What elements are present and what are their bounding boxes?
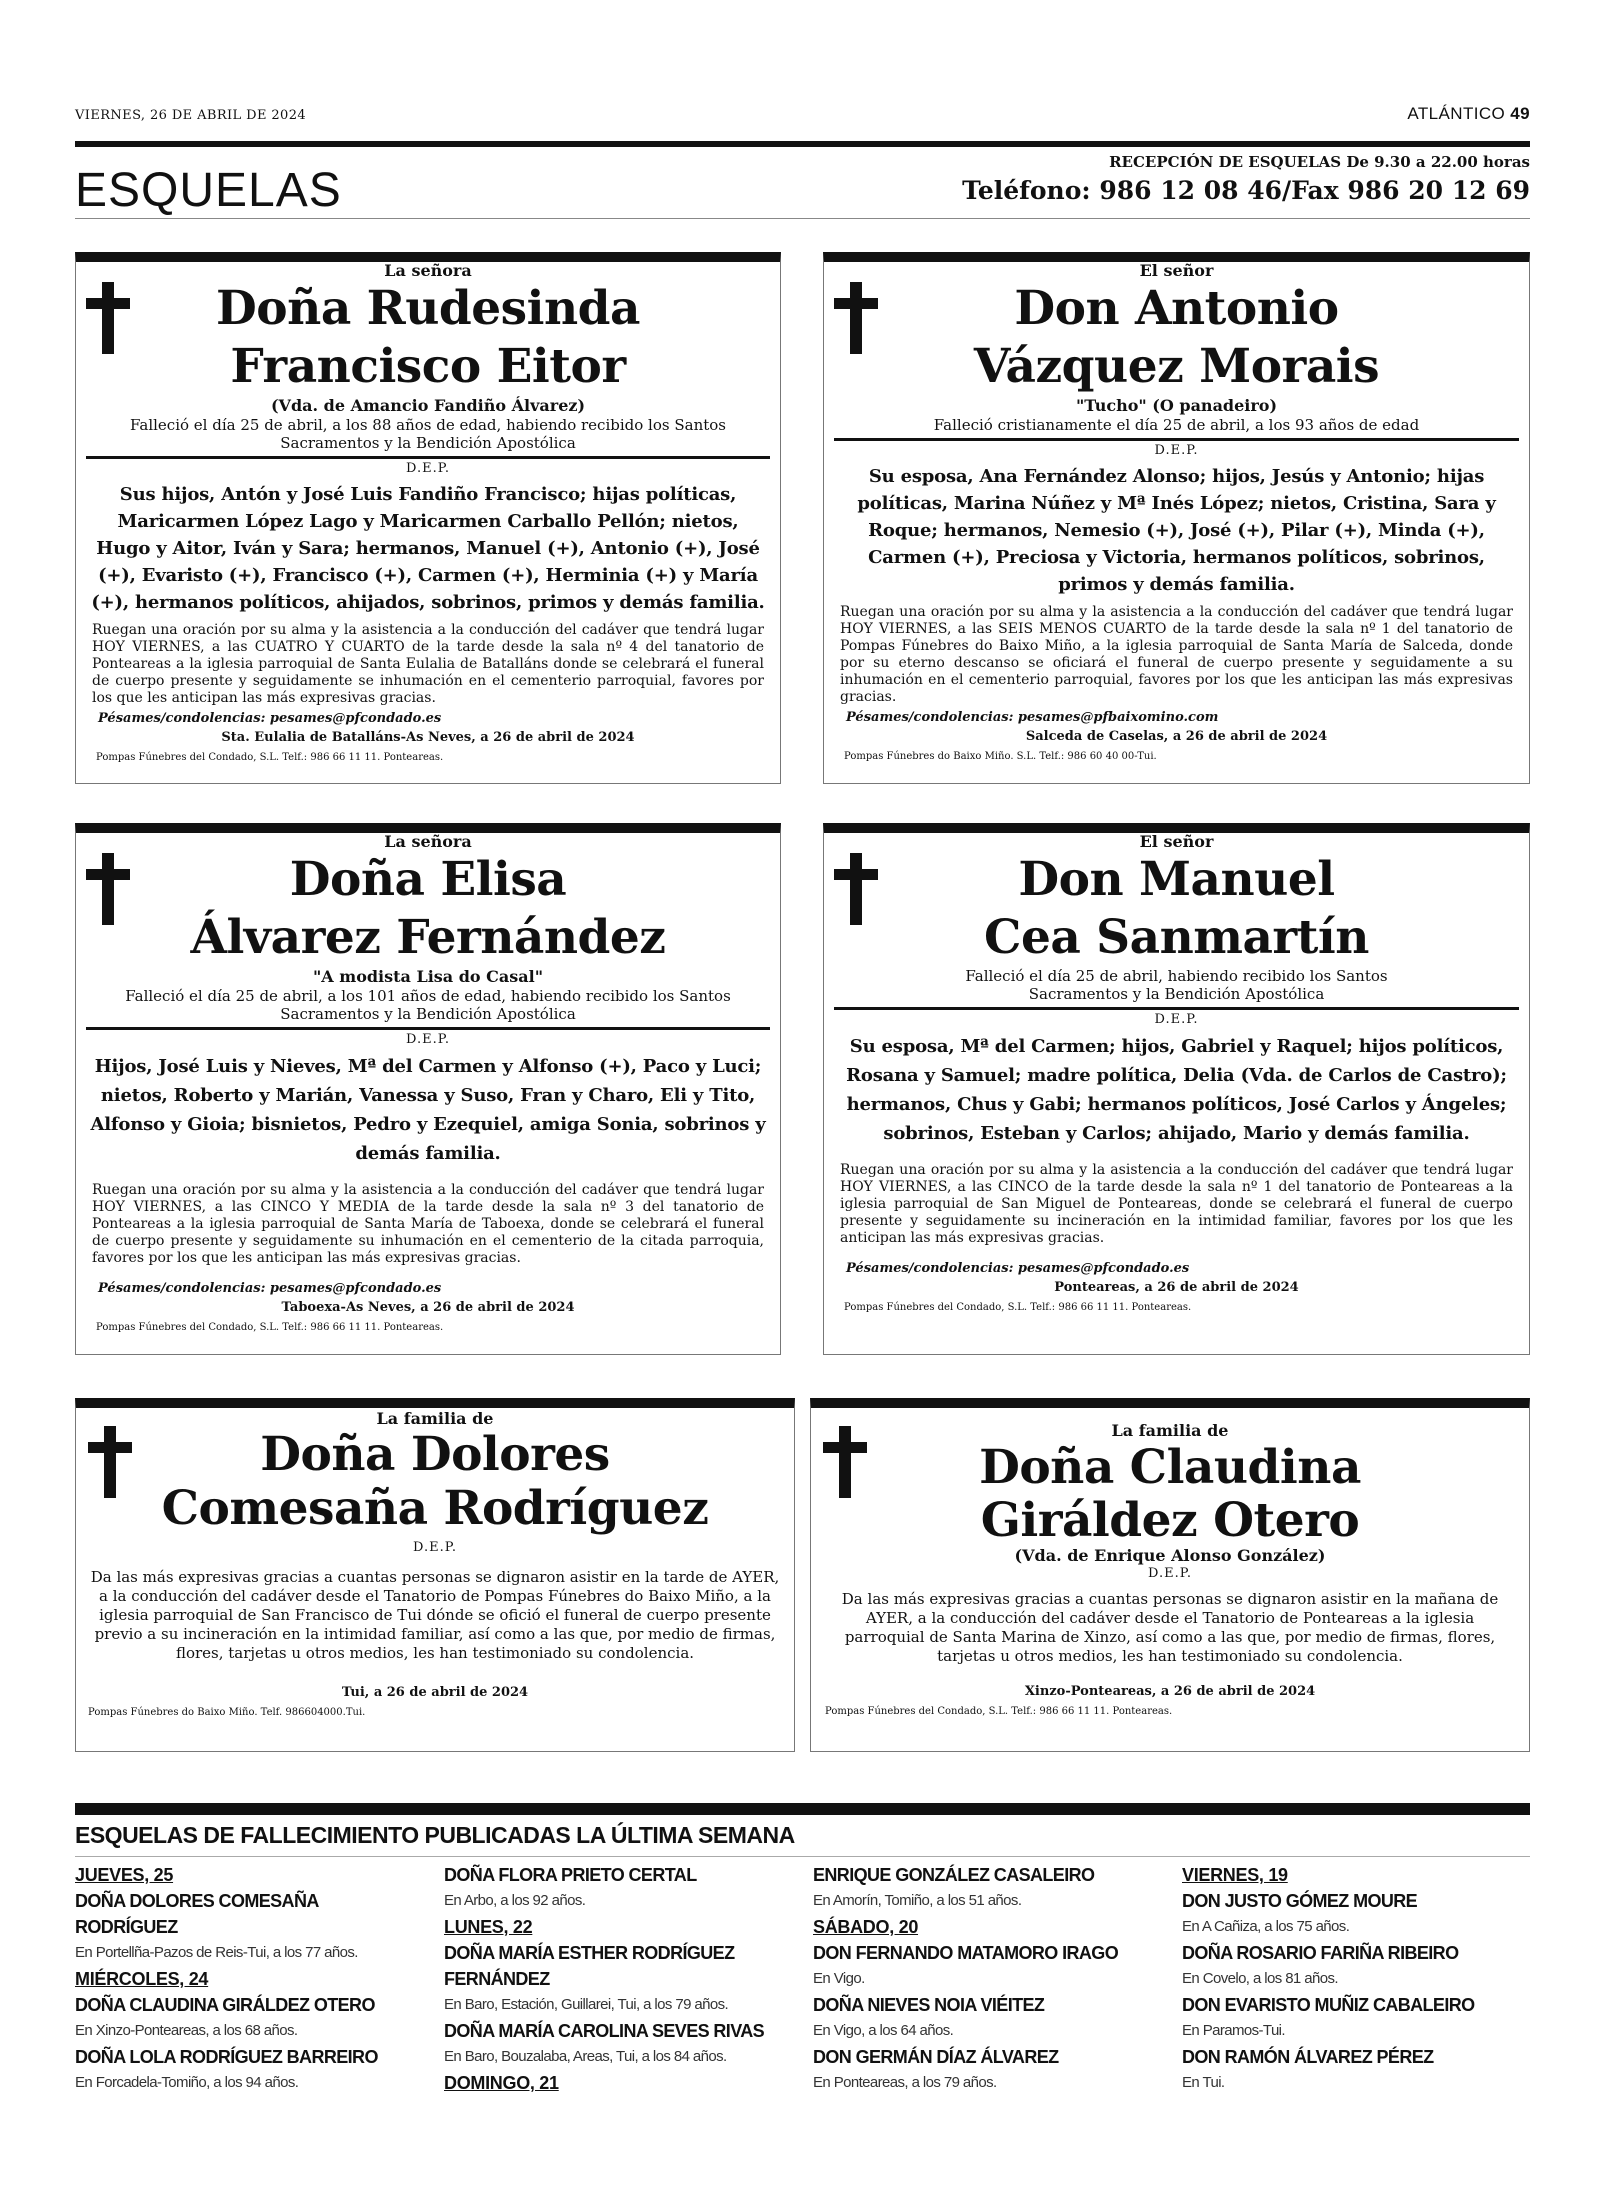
weekly-name: DOÑA LOLA RODRÍGUEZ BARREIRO [75, 2047, 378, 2067]
weekly-place: En A Cañiza, a los 75 años. [1182, 1918, 1350, 1935]
weekly-place: En Baro, Bouzalaba, Areas, Tui, a los 84 años. [444, 2048, 727, 2065]
weekly-divider [75, 1856, 1530, 1857]
obituary-name-first: Doña Elisa [289, 852, 567, 907]
obituary-prayer: Ruegan una oración por su alma y la asistencia a la conducción del cadáver que tendrá lugar HOY VIERNES, a las SEIS MENOS CUARTO de la tarde desde la sala nº 1 del tanatorio de Pompas Fúnebres do Baixo Miño, a la iglesia parroquial de Santa María de Salceda, donde por su eterno descanso se oficiará el funeral de cuerpo presente y seguidamente a su inhumación en el cementerio parroquial, favores por los que les anticipan las más expresivas gracias. [840, 604, 1513, 705]
obituary-box [823, 252, 1530, 784]
weekly-date: LUNES, 22 [444, 1917, 533, 1937]
weekly-name: DON GERMÁN DÍAZ ÁLVAREZ [813, 2047, 1059, 2067]
weekly-place: En Covelo, a los 81 años. [1182, 1970, 1338, 1987]
paper-name: ATLÁNTICO [1407, 104, 1506, 123]
obituary-name-last: Álvarez Fernández [190, 910, 666, 965]
obituary-dep: D.E.P. [413, 1540, 457, 1555]
obituary-label: El señor [1139, 832, 1214, 851]
reception-hours: RECEPCIÓN DE ESQUELAS De 9.30 a 22.00 horas [1109, 153, 1530, 171]
funeral-home: Pompas Fúnebres do Baixo Miño. Telf. 986604000.Tui. [88, 1707, 366, 1718]
weekly-name: DON FERNANDO MATAMORO IRAGO [813, 1943, 1119, 1963]
obituary-place-date: Taboexa-As Neves, a 26 de abril de 2024 [281, 1300, 575, 1315]
obituary-place-date: Tui, a 26 de abril de 2024 [341, 1685, 529, 1700]
obituary-family: Su esposa, Mª del Carmen; hijos, Gabriel y Raquel; hijos políticos, Rosana y Samuel; madre política, Delia (Vda. de Carlos de Castro); hermanos, Chus y Gabi; hermanos políticos, José Carlos y Ángeles; sobrinos, Esteban y Carlos; ahijado, Mario y demás familia. [846, 1036, 1507, 1144]
weekly-name: DON JUSTO GÓMEZ MOURE [1182, 1891, 1418, 1911]
header-rule [75, 141, 1530, 147]
obituary-name-last: Vázquez Morais [973, 339, 1380, 394]
weekly-place: En Tui. [1182, 2074, 1225, 2091]
obituary-place-date: Salceda de Caselas, a 26 de abril de 2024 [1025, 729, 1328, 744]
obituary-prayer: Da las más expresivas gracias a cuantas personas se dignaron asistir en la tarde de AYER, a la conducción del cadáver desde el Tanatorio de Pompas Fúnebres do Baixo Miño, a la iglesia parroquial de San Francisco de Tui dónde se ofició el funeral de cuerpo presente previo a su incineración en la intimidad familiar, así como a las que, por medio de firmas, flores, tarjetas u otros medios, les han testimoniado su condolencia. [90, 1568, 780, 1662]
obituary-name-last: Cea Sanmartín [984, 910, 1369, 965]
obituary-prayer: Ruegan una oración por su alma y la asistencia a la conducción del cadáver que tendrá lugar HOY VIERNES, a las CINCO Y MEDIA de la tarde desde la sala nº 3 del tanatorio de Ponteareas a la iglesia parroquial de Santa María de Taboexa, donde se celebrará el funeral de cuerpo presente y seguidamente su inhumación en el cementerio de la citada parroquia, favores por los que les anticipan las más expresivas gracias. [92, 1182, 764, 1266]
weekly-date: MIÉRCOLES, 24 [75, 1969, 209, 1989]
obituary-place-date: Xinzo-Ponteareas, a 26 de abril de 2024 [1024, 1684, 1316, 1699]
obituary-name-last: Francisco Eitor [230, 339, 626, 394]
obituary-label: El señor [1139, 261, 1214, 280]
weekly-name: DOÑA ROSARIO FARIÑA RIBEIRO [1182, 1943, 1459, 1963]
page-header [75, 104, 1530, 123]
funeral-home: Pompas Fúnebres do Baixo Miño. S.L. Telf.: 986 60 40 00-Tui. [844, 751, 1157, 762]
contact-phone: Teléfono: 986 12 08 46/Fax 986 20 12 69 [962, 176, 1530, 205]
obituary-name-first: Don Antonio [1014, 281, 1339, 336]
obituary-death-info: Falleció el día 25 de abril, a los 101 años de edad, habiendo recibido los Santos Sacramentos y la Bendición Apostólica [125, 987, 731, 1023]
obituary-dep: D.E.P. [1154, 443, 1199, 458]
obituary-prayer: Ruegan una oración por su alma y la asistencia a la conducción del cadáver que tendrá lugar HOY VIERNES, a las CUATRO Y CUARTO de la tarde desde la sala nº 4 del tanatorio de Ponteareas a la iglesia parroquial de Santa Eulalia de Batalláns donde se celebrará el funeral de cuerpo presente y seguidamente se inhumación en el cementerio parroquial, favores por los que les anticipan las más expresivas gracias. [92, 622, 764, 706]
obituary-label: La familia de [1111, 1421, 1229, 1440]
obituary-family: Hijos, José Luis y Nieves, Mª del Carmen y Alfonso (+), Paco y Luci; nietos, Roberto y Marián, Vanessa y Suso, Fran y Charo, Eli y Tito, Alfonso y Gioia; bisnietos, Pedro y Ezequiel, amiga Sonia, sobrinos y demás familia. [90, 1056, 766, 1164]
obituary-box [75, 1398, 795, 1752]
obituary-name-first: Don Manuel [1018, 852, 1335, 907]
obituary-name-last: Giráldez Otero [980, 1493, 1360, 1548]
obituary-family: Sus hijos, Antón y José Luis Fandiño Francisco; hijas políticas, Maricarmen López Lago y Maricarmen Carballo Pellón; nietos, Hugo y Aitor, Iván y Sara; hermanos, Manuel (+), Antonio (+), José (+), Evaristo (+), Francisco (+), Carmen (+), Herminia (+) y María (+), hermanos políticos, ahijados, sobrinos, primos y demás familia. [91, 484, 765, 613]
weekly-place: En Xinzo-Ponteareas, a los 68 años. [75, 2022, 298, 2039]
obituary-dep: D.E.P. [1154, 1012, 1199, 1027]
obituary-name-last: Comesaña Rodríguez [161, 1481, 709, 1536]
obituary-dep: D.E.P. [1148, 1566, 1192, 1581]
obituary-box [75, 823, 781, 1355]
obituary-dep: D.E.P. [406, 461, 450, 476]
obituary-box [810, 1398, 1530, 1752]
obituary-label: La señora [384, 261, 472, 280]
weekly-date: VIERNES, 19 [1182, 1865, 1288, 1885]
obituary-condolences: Pésames/condolencias: pesames@pfcondado.es [98, 1281, 442, 1296]
weekly-place: En Portellña-Pazos de Reis-Tui, a los 77 años. [75, 1944, 358, 1961]
weekly-place: En Arbo, a los 92 años. [444, 1892, 586, 1909]
dep-rule [834, 438, 1519, 441]
weekly-place: En Vigo. [813, 1970, 865, 1987]
obituary-nickname: "A modista Lisa do Casal" [312, 967, 544, 986]
weekly-name: FERNÁNDEZ [444, 1969, 550, 1989]
weekly-name: DON RAMÓN ÁLVAREZ PÉREZ [1182, 2047, 1434, 2067]
obituary-death-info: Falleció cristianamente el día 25 de abril, a los 93 años de edad [933, 416, 1420, 434]
obituary-box [823, 823, 1530, 1355]
funeral-home: Pompas Fúnebres del Condado, S.L. Telf.: 986 66 11 11. Ponteareas. [96, 752, 444, 763]
weekly-name: DOÑA CLAUDINA GIRÁLDEZ OTERO [75, 1995, 375, 2015]
weekly-title: ESQUELAS DE FALLECIMIENTO PUBLICADAS LA ÚLTIMA SEMANA [75, 1822, 795, 1848]
obituary-nickname: (Vda. de Enrique Alonso González) [1014, 1546, 1326, 1565]
weekly-place: En Vigo, a los 64 años. [813, 2022, 954, 2039]
obituary-place-date: Sta. Eulalia de Batalláns-As Neves, a 26 de abril de 2024 [221, 730, 635, 745]
weekly-column-3 [813, 1862, 1173, 2096]
obituary-nickname: (Vda. de Amancio Fandiño Álvarez) [270, 396, 586, 415]
header-divider [75, 218, 1530, 219]
section-title: ESQUELAS [75, 164, 342, 217]
obituary-prayer: Ruegan una oración por su alma y la asistencia a la conducción del cadáver que tendrá lugar HOY VIERNES, a las CINCO de la tarde desde la sala nº 1 del tanatorio de Ponteareas a la iglesia parroquial de San Miguel de Ponteareas, donde se celebrará el funeral de cuerpo presente y seguidamente su incineración en la intimidad familiar, favores por los que les anticipan las más expresivas gracias. [840, 1162, 1513, 1246]
obituary-dep: D.E.P. [406, 1032, 450, 1047]
dep-rule [86, 1027, 770, 1030]
obituary-condolences: Pésames/condolencias: pesames@pfcondado.es [98, 711, 442, 726]
funeral-home: Pompas Fúnebres del Condado, S.L. Telf.: 986 66 11 11. Ponteareas. [96, 1322, 444, 1333]
weekly-name: DOÑA NIEVES NOIA VIÉITEZ [813, 1995, 1045, 2015]
weekly-name: DOÑA FLORA PRIETO CERTAL [444, 1865, 697, 1885]
weekly-place: En Amorín, Tomiño, a los 51 años. [813, 1892, 1022, 1909]
obituary-label: La señora [384, 832, 472, 851]
weekly-column-1 [75, 1862, 435, 2096]
page-num-value: 49 [1510, 104, 1530, 123]
obituary-name-first: Doña Claudina [979, 1440, 1361, 1495]
obituary-name-first: Doña Rudesinda [216, 281, 640, 336]
weekly-name: DOÑA MARÍA CAROLINA SEVES RIVAS [444, 2021, 765, 2041]
weekly-place: En Baro, Estación, Guillarei, Tui, a los 79 años. [444, 1996, 729, 2013]
weekly-date: SÁBADO, 20 [813, 1917, 919, 1937]
obituary-nickname: "Tucho" (O panadeiro) [1075, 396, 1278, 415]
dep-rule [86, 456, 770, 459]
obituary-box [75, 252, 781, 784]
funeral-home: Pompas Fúnebres del Condado, S.L. Telf.: 986 66 11 11. Ponteareas. [825, 1706, 1173, 1717]
dep-rule [834, 1007, 1519, 1010]
obituary-name-first: Doña Dolores [260, 1427, 610, 1482]
obituary-family: Su esposa, Ana Fernández Alonso; hijos, Jesús y Antonio; hijas políticas, Marina Núñez y Mª Inés López; nietos, Cristina, Sara y Roque; hermanos, Nemesio (+), José (+), Pilar (+), Minda (+), Carmen (+), Preciosa y Victoria, hermanos políticos, sobrinos, primos y demás familia. [857, 466, 1496, 595]
weekly-date: JUEVES, 25 [75, 1865, 174, 1885]
issue-date: VIERNES, 26 DE ABRIL DE 2024 [75, 108, 307, 123]
obituary-condolences: Pésames/condolencias: pesames@pfbaixomino.com [846, 710, 1219, 725]
weekly-place: En Ponteareas, a los 79 años. [813, 2074, 997, 2091]
weekly-rule [75, 1803, 1530, 1815]
weekly-name: DON EVARISTO MUÑIZ CABALEIRO [1182, 1995, 1475, 2015]
weekly-name: ENRIQUE GONZÁLEZ CASALEIRO [813, 1865, 1095, 1885]
obituary-death-info: Falleció el día 25 de abril, habiendo recibido los Santos Sacramentos y la Bendición Apostólica [965, 967, 1388, 1003]
obituary-label: La familia de [376, 1409, 494, 1428]
obituary-condolences: Pésames/condolencias: pesames@pfcondado.es [846, 1261, 1190, 1276]
weekly-column-2 [444, 1862, 804, 2096]
obituary-death-info: Falleció el día 25 de abril, a los 88 años de edad, habiendo recibido los Santos Sacramentos y la Bendición Apostólica [130, 416, 726, 452]
weekly-place: En Forcadela-Tomiño, a los 94 años. [75, 2074, 299, 2091]
weekly-date: DOMINGO, 21 [444, 2073, 559, 2093]
obituary-prayer: Da las más expresivas gracias a cuantas personas se dignaron asistir en la mañana de AYER, a la conducción del cadáver desde el Tanatorio de Ponteareas a la iglesia parroquial de Santa Marina de Xinzo, así como a las que, por medio de firmas, flores, tarjetas u otros medios, les han testimoniado su condolencia. [841, 1590, 1499, 1665]
page-number [1407, 104, 1530, 124]
weekly-name: RODRÍGUEZ [75, 1917, 178, 1937]
funeral-home: Pompas Fúnebres del Condado, S.L. Telf.: 986 66 11 11. Ponteareas. [844, 1302, 1192, 1313]
obituary-place-date: Ponteareas, a 26 de abril de 2024 [1054, 1280, 1299, 1295]
weekly-place: En Paramos-Tui. [1182, 2022, 1285, 2039]
weekly-column-4 [1182, 1862, 1542, 2096]
weekly-name: DOÑA DOLORES COMESAÑA [75, 1891, 319, 1911]
weekly-name: DOÑA MARÍA ESTHER RODRÍGUEZ [444, 1943, 735, 1963]
